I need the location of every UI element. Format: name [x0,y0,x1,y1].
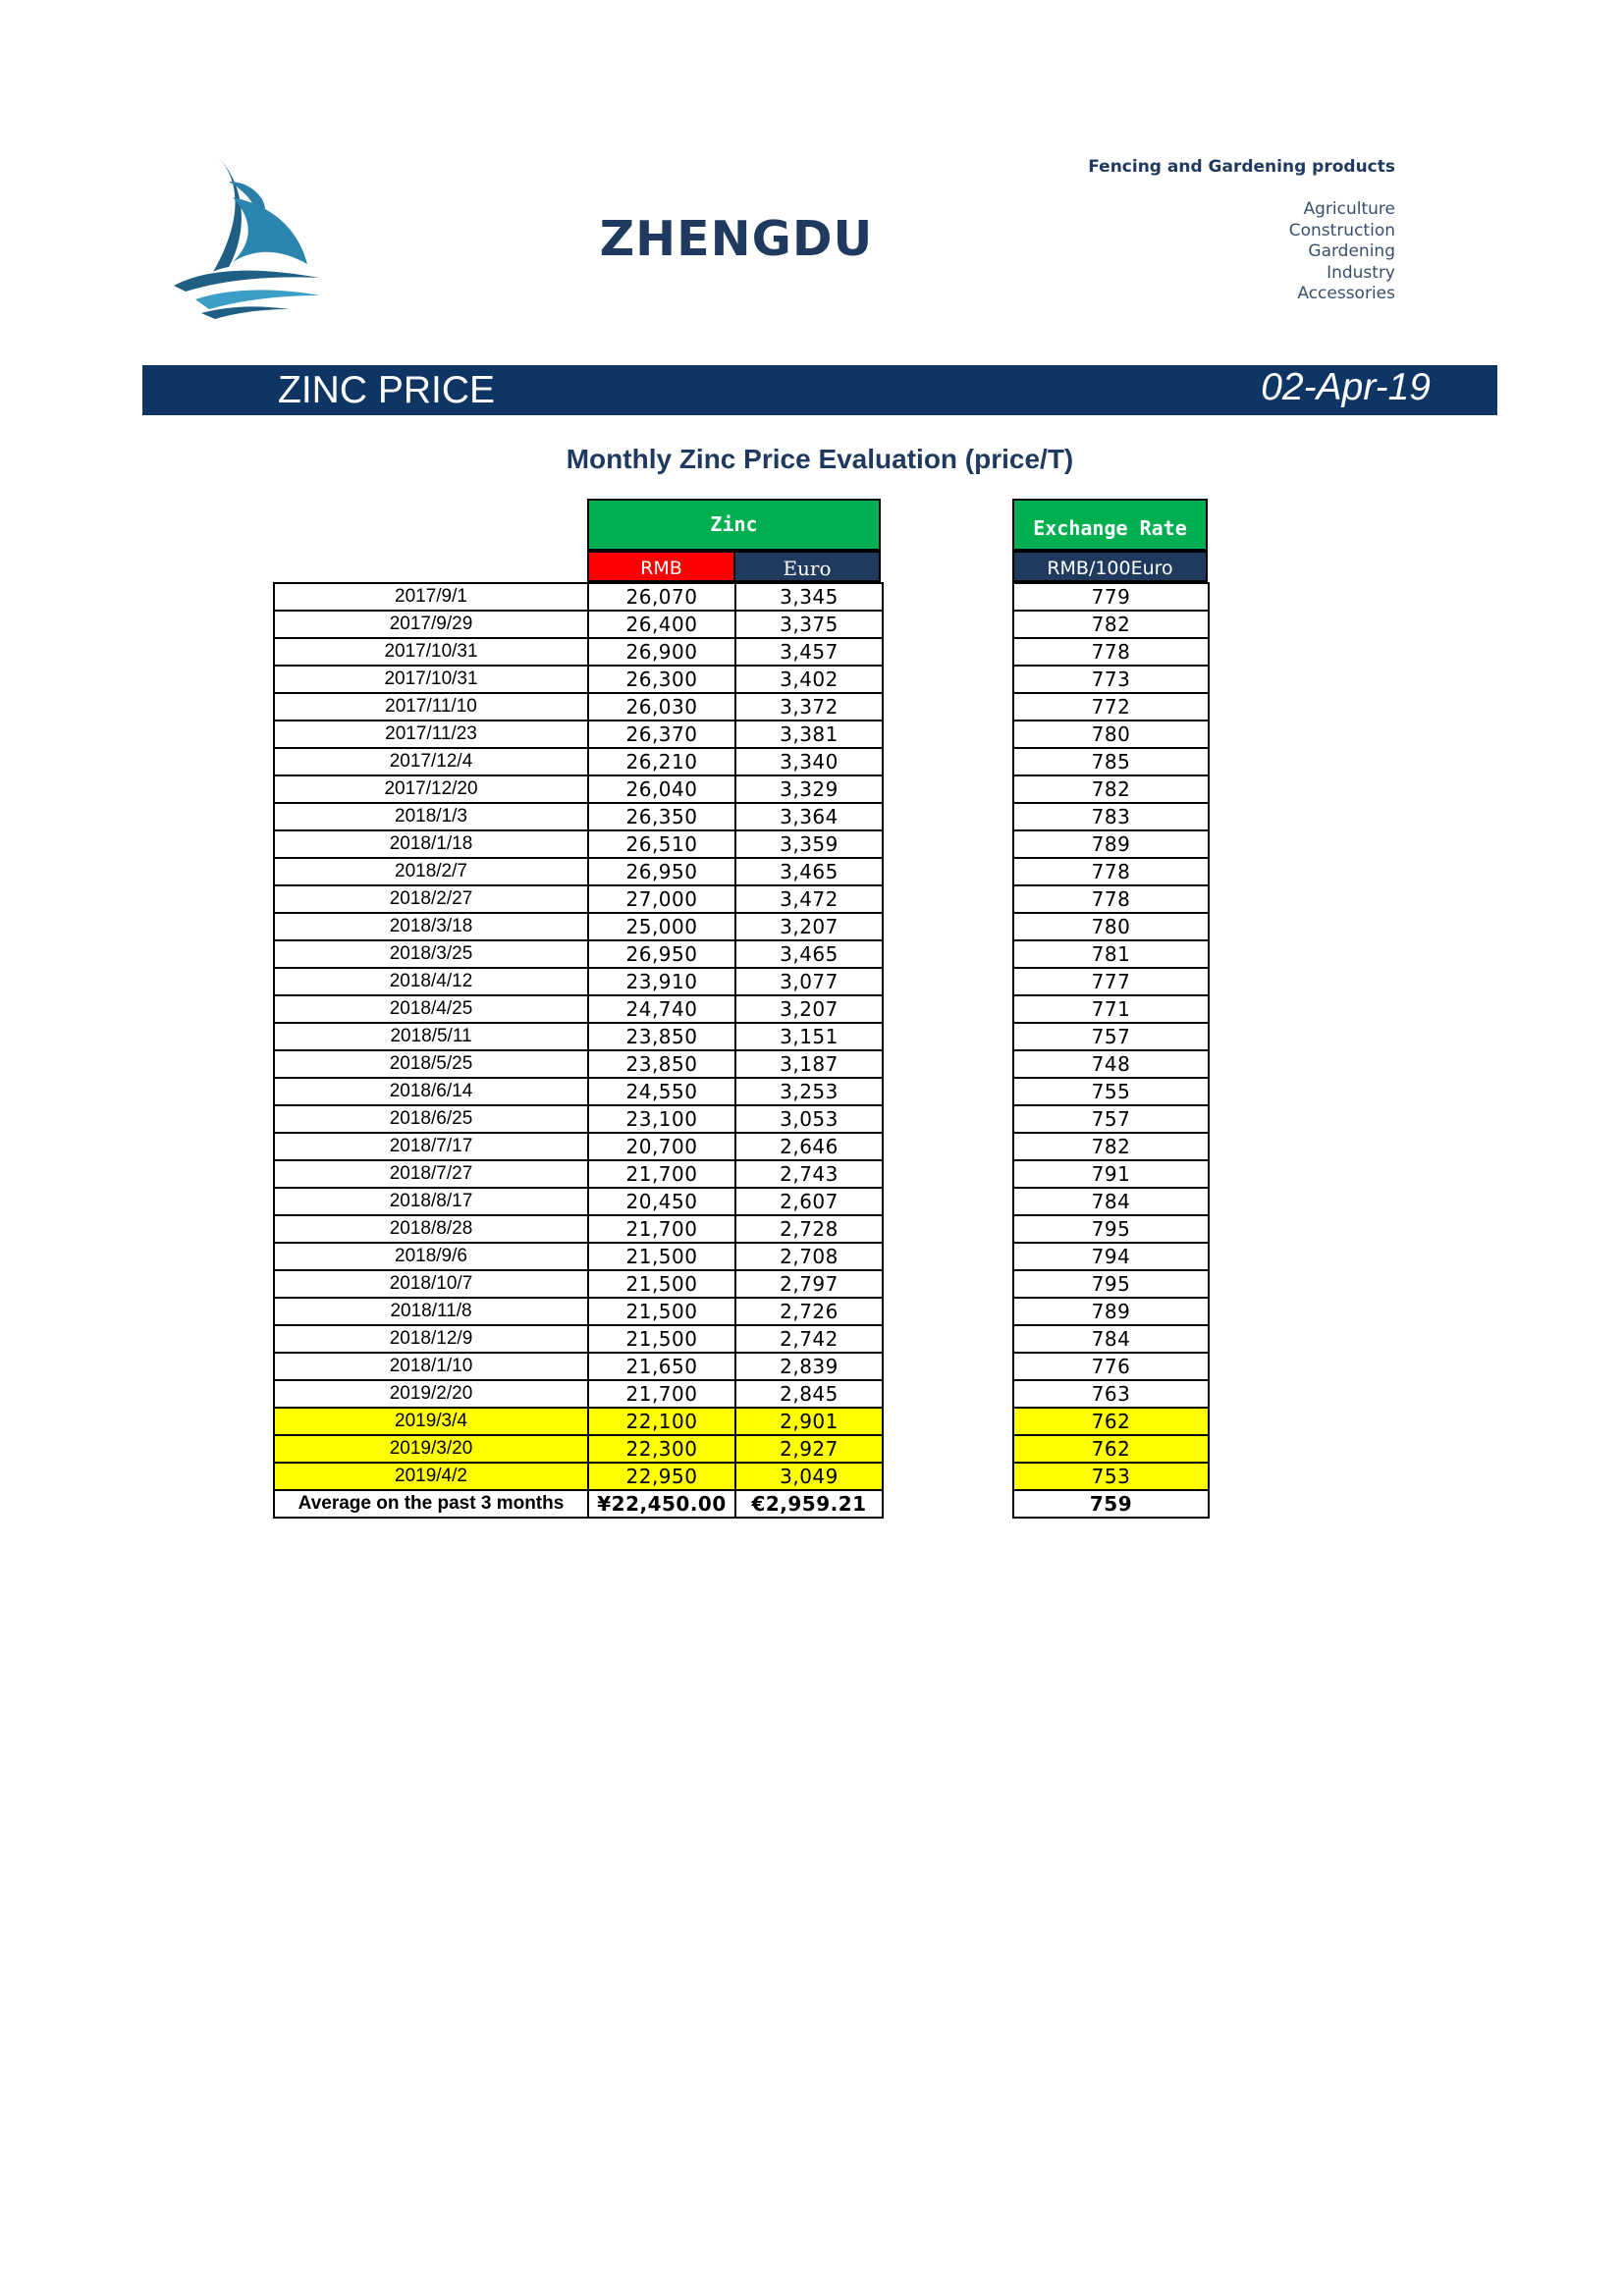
euro-price-cell: 3,049 [735,1463,883,1490]
exchange-rate-cell: 795 [1013,1215,1209,1243]
euro-price-cell: 2,726 [735,1298,883,1325]
date-cell: 2017/11/10 [274,693,588,721]
table-row [274,721,883,748]
rmb-price-cell: 26,300 [588,666,735,693]
table-row [274,830,883,858]
category-list [1289,199,1395,305]
rmb-column-header: RMB [587,551,735,582]
euro-price-cell: 2,845 [735,1380,883,1408]
euro-price-cell: 3,359 [735,830,883,858]
table-row [274,1353,883,1380]
table-row [274,638,883,666]
rmb-price-cell: 26,510 [588,830,735,858]
table-row [274,803,883,830]
average-rmb-cell: ¥22,450.00 [588,1490,735,1518]
rmb-price-cell: 24,740 [588,995,735,1023]
average-row [274,1490,883,1518]
tagline: Fencing and Gardening products [1088,157,1395,177]
date-cell: 2017/12/20 [274,775,588,803]
table-row [274,1050,883,1078]
exchange-rate-cell: 782 [1013,1133,1209,1160]
title-banner [142,365,1497,415]
euro-price-cell: 3,345 [735,583,883,611]
sailboat-logo-icon [172,152,324,319]
euro-price-cell: 3,053 [735,1105,883,1133]
date-cell: 2019/2/20 [274,1380,588,1408]
euro-price-cell: 3,465 [735,940,883,968]
table-row [274,1298,883,1325]
euro-price-cell: 2,646 [735,1133,883,1160]
table-row [274,1243,883,1270]
exchange-rate-cell: 781 [1013,940,1209,968]
rmb-price-cell: 26,350 [588,803,735,830]
euro-price-cell: 3,381 [735,721,883,748]
table-row [1013,995,1209,1023]
rmb-price-cell: 21,500 [588,1270,735,1298]
rmb-price-cell: 26,400 [588,611,735,638]
euro-price-cell: 2,797 [735,1270,883,1298]
exchange-rate-cell: 783 [1013,803,1209,830]
date-cell: 2018/6/25 [274,1105,588,1133]
exchange-rate-cell: 791 [1013,1160,1209,1188]
exchange-rate-cell: 755 [1013,1078,1209,1105]
exchange-rate-cell: 780 [1013,721,1209,748]
exchange-rate-cell: 771 [1013,995,1209,1023]
euro-price-cell: 2,927 [735,1435,883,1463]
table-row [274,1408,883,1435]
table-row [274,1160,883,1188]
table-row [274,885,883,913]
rmb-price-cell: 21,500 [588,1243,735,1270]
exchange-rate-cell: 784 [1013,1188,1209,1215]
table-row [274,693,883,721]
rmb-price-cell: 26,950 [588,858,735,885]
exchange-rate-cell: 776 [1013,1353,1209,1380]
table-row [1013,858,1209,885]
rmb-price-cell: 21,500 [588,1298,735,1325]
date-cell: 2019/3/4 [274,1408,588,1435]
table-row [1013,666,1209,693]
table-row [274,775,883,803]
table-row [1013,1023,1209,1050]
exchange-rate-cell: 777 [1013,968,1209,995]
euro-price-cell: 2,743 [735,1160,883,1188]
date-cell: 2018/8/17 [274,1188,588,1215]
euro-price-cell: 3,364 [735,803,883,830]
date-cell: 2017/11/23 [274,721,588,748]
date-cell: 2018/7/27 [274,1160,588,1188]
exchange-rate-cell: 780 [1013,913,1209,940]
exchange-rate-cell: 753 [1013,1463,1209,1490]
table-row [274,1325,883,1353]
table-row [274,583,883,611]
euro-price-cell: 2,901 [735,1408,883,1435]
rmb-price-cell: 24,550 [588,1078,735,1105]
exchange-rate-cell: 778 [1013,638,1209,666]
exchange-rate-cell: 795 [1013,1270,1209,1298]
date-cell: 2019/3/20 [274,1435,588,1463]
rmb-price-cell: 23,850 [588,1050,735,1078]
exchange-rate-cell: 782 [1013,611,1209,638]
table-row [1013,1408,1209,1435]
rmb-price-cell: 26,370 [588,721,735,748]
table-row [274,995,883,1023]
rmb-price-cell: 27,000 [588,885,735,913]
table-row [1013,940,1209,968]
exchange-rate-cell: 762 [1013,1408,1209,1435]
average-label: Average on the past 3 months [274,1490,588,1518]
table-row [274,1133,883,1160]
date-cell: 2018/3/25 [274,940,588,968]
exchange-rate-cell: 778 [1013,885,1209,913]
exchange-rate-cell: 757 [1013,1023,1209,1050]
exchange-rate-table [1012,582,1210,1519]
table-row [1013,1160,1209,1188]
table-row [1013,803,1209,830]
rmb-price-cell: 26,900 [588,638,735,666]
rmb-price-cell: 23,850 [588,1023,735,1050]
rmb-price-cell: 21,500 [588,1325,735,1353]
euro-price-cell: 3,253 [735,1078,883,1105]
category-item: Accessories [1297,284,1395,303]
rmb-price-cell: 26,070 [588,583,735,611]
banner-date: 02-Apr-19 [1261,366,1431,408]
category-item: Agriculture [1303,199,1395,219]
table-row [1013,583,1209,611]
date-cell: 2018/8/28 [274,1215,588,1243]
exchange-rate-cell: 779 [1013,583,1209,611]
zinc-group-header: Zinc [587,499,881,551]
exchange-rate-cell: 794 [1013,1243,1209,1270]
category-item: Construction [1288,220,1395,240]
table-row [1013,1188,1209,1215]
euro-price-cell: 3,329 [735,775,883,803]
table-row [1013,748,1209,775]
table-row [274,666,883,693]
exchange-rate-group-header: Exchange Rate [1012,499,1208,551]
table-row [274,1270,883,1298]
table-row [274,1215,883,1243]
rmb-price-cell: 23,100 [588,1105,735,1133]
table-row [274,968,883,995]
rmb-price-cell: 23,910 [588,968,735,995]
date-cell: 2018/2/7 [274,858,588,885]
table-row [1013,830,1209,858]
table-row [1013,1078,1209,1105]
euro-price-cell: 3,465 [735,858,883,885]
page-subtitle: Monthly Zinc Price Evaluation (price/T) [566,444,1074,474]
exchange-rate-cell: 782 [1013,775,1209,803]
date-cell: 2018/12/9 [274,1325,588,1353]
table-row [1013,638,1209,666]
table-row [1013,1215,1209,1243]
exchange-rate-cell: 785 [1013,748,1209,775]
date-cell: 2018/1/3 [274,803,588,830]
exchange-rate-cell: 757 [1013,1105,1209,1133]
date-cell: 2018/11/8 [274,1298,588,1325]
table-row [1013,1050,1209,1078]
date-cell: 2019/4/2 [274,1463,588,1490]
table-row [274,1435,883,1463]
zinc-price-table [273,582,884,1519]
category-item: Industry [1326,262,1395,283]
table-row [274,1078,883,1105]
table-row [1013,1298,1209,1325]
table-row [1013,1353,1209,1380]
table-row [1013,968,1209,995]
euro-price-cell: 3,207 [735,913,883,940]
table-row [274,1380,883,1408]
table-row [274,748,883,775]
rmb-price-cell: 26,210 [588,748,735,775]
table-row [1013,611,1209,638]
rmb-price-cell: 26,030 [588,693,735,721]
rmb-price-cell: 22,950 [588,1463,735,1490]
table-row [1013,1243,1209,1270]
euro-price-cell: 2,708 [735,1243,883,1270]
rmb-price-cell: 21,700 [588,1215,735,1243]
euro-price-cell: 3,077 [735,968,883,995]
table-row [274,858,883,885]
exchange-rate-cell: 789 [1013,830,1209,858]
date-cell: 2018/7/17 [274,1133,588,1160]
date-cell: 2018/4/25 [274,995,588,1023]
average-euro-cell: €2,959.21 [735,1490,883,1518]
table-row [274,1463,883,1490]
average-row [1013,1490,1209,1518]
date-cell: 2018/5/25 [274,1050,588,1078]
euro-column-header: Euro [733,551,881,582]
euro-price-cell: 3,402 [735,666,883,693]
date-cell: 2018/4/12 [274,968,588,995]
rmb-price-cell: 22,100 [588,1408,735,1435]
euro-price-cell: 3,375 [735,611,883,638]
table-row [1013,1463,1209,1490]
exchange-rate-cell: 789 [1013,1298,1209,1325]
rmb-price-cell: 26,950 [588,940,735,968]
euro-price-cell: 3,472 [735,885,883,913]
table-row [274,1105,883,1133]
table-row [274,940,883,968]
euro-price-cell: 2,728 [735,1215,883,1243]
date-cell: 2018/2/27 [274,885,588,913]
date-cell: 2018/9/6 [274,1243,588,1270]
date-cell: 2017/10/31 [274,666,588,693]
table-row [1013,721,1209,748]
exchange-rate-cell: 772 [1013,693,1209,721]
table-row [1013,913,1209,940]
exchange-rate-cell: 784 [1013,1325,1209,1353]
rmb-price-cell: 21,700 [588,1380,735,1408]
euro-price-cell: 2,839 [735,1353,883,1380]
rate-column-header: RMB/100Euro [1012,551,1208,582]
date-cell: 2018/3/18 [274,913,588,940]
table-row [1013,1270,1209,1298]
rmb-price-cell: 21,700 [588,1160,735,1188]
brand-name: ZHENGDU [599,211,874,267]
date-cell: 2018/1/10 [274,1353,588,1380]
table-row [1013,1435,1209,1463]
table-row [1013,775,1209,803]
euro-price-cell: 3,457 [735,638,883,666]
rmb-price-cell: 20,450 [588,1188,735,1215]
exchange-rate-cell: 778 [1013,858,1209,885]
table-row [274,1188,883,1215]
euro-price-cell: 3,372 [735,693,883,721]
date-cell: 2018/5/11 [274,1023,588,1050]
euro-price-cell: 3,151 [735,1023,883,1050]
euro-price-cell: 3,340 [735,748,883,775]
average-exchange-rate-cell: 759 [1013,1490,1209,1518]
table-row [274,611,883,638]
rmb-price-cell: 26,040 [588,775,735,803]
table-row [1013,1133,1209,1160]
category-item: Gardening [1308,241,1395,261]
date-cell: 2018/10/7 [274,1270,588,1298]
euro-price-cell: 3,207 [735,995,883,1023]
rmb-price-cell: 22,300 [588,1435,735,1463]
exchange-rate-cell: 763 [1013,1380,1209,1408]
exchange-rate-cell: 748 [1013,1050,1209,1078]
date-cell: 2018/6/14 [274,1078,588,1105]
euro-price-cell: 2,607 [735,1188,883,1215]
table-row [1013,1380,1209,1408]
date-cell: 2017/9/1 [274,583,588,611]
date-cell: 2017/10/31 [274,638,588,666]
table-row [274,913,883,940]
table-row [1013,1105,1209,1133]
table-row [1013,885,1209,913]
banner-title: ZINC PRICE [278,369,496,411]
exchange-rate-cell: 762 [1013,1435,1209,1463]
date-cell: 2017/12/4 [274,748,588,775]
exchange-rate-cell: 773 [1013,666,1209,693]
date-cell: 2017/9/29 [274,611,588,638]
table-row [274,1023,883,1050]
rmb-price-cell: 21,650 [588,1353,735,1380]
rmb-price-cell: 25,000 [588,913,735,940]
euro-price-cell: 3,187 [735,1050,883,1078]
rmb-price-cell: 20,700 [588,1133,735,1160]
table-row [1013,1325,1209,1353]
euro-price-cell: 2,742 [735,1325,883,1353]
table-row [1013,693,1209,721]
date-cell: 2018/1/18 [274,830,588,858]
